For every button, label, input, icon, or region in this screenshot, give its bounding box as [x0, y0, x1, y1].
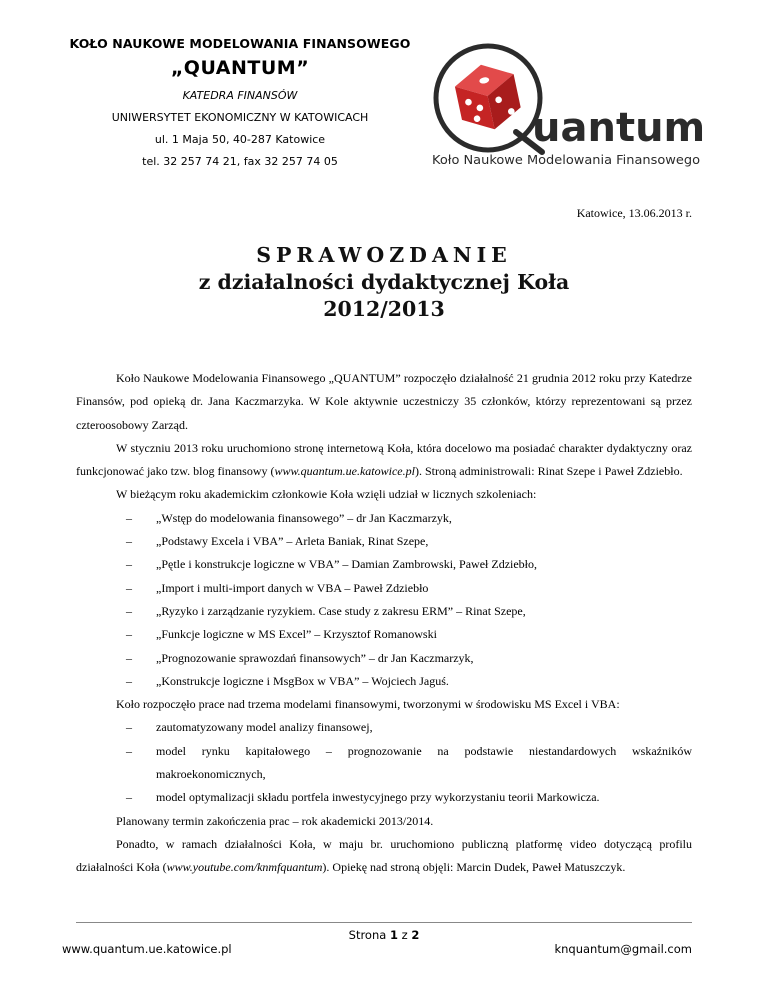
- list-item: – „Funkcje logiczne w MS Excel” – Krzysztof Romanowski: [126, 627, 437, 642]
- paragraph-trainings-intro: W bieżącym roku akademickim członkowie Koła wzięli udział w licznych szkoleniach:: [116, 487, 537, 502]
- report-body: [76, 367, 692, 880]
- paragraph-models-intro: Koło rozpoczęło prace nad trzema modelami finansowymi, tworzonymi w środowisku MS Excel i VBA:: [116, 697, 620, 712]
- title-line-2: z działalności dydaktycznej Koła: [198, 270, 570, 294]
- footer-website[interactable]: www.quantum.ue.katowice.pl: [62, 942, 232, 956]
- list-item: – „Ryzyko i zarządzanie ryzykiem. Case study z zakresu ERM” – Rinat Szepe,: [126, 603, 526, 618]
- website-link[interactable]: www.quantum.ue.katowice.pl: [274, 464, 415, 479]
- list-item: – „Podstawy Excela i VBA” – Arleta Baniak, Rinat Szepe,: [126, 534, 429, 549]
- paragraph-video-platform: Ponadto, w ramach działalności Koła, w maju br. uruchomiono publiczną platformę video dotyczącą profilu działalności Koła (www.youtube.com/knmfquantum). Opiekę nad stroną objęli: Marcin Dudek, Paweł Matuszczyk.: [76, 836, 692, 875]
- address: ul. 1 Maja 50, 40-287 Katowice: [154, 133, 326, 146]
- logo-tagline: Koło Naukowe Modelowania Finansowego: [432, 153, 701, 168]
- list-item: – zautomatyzowany model analizy finansowej,: [126, 720, 373, 735]
- title-line-1: SPRAWOZDANIE: [256, 243, 512, 267]
- date-line: Katowice, 13.06.2013 r.: [576, 206, 692, 220]
- list-item: – „Prognozowanie sprawozdań finansowych” – dr Jan Kaczmarzyk,: [126, 650, 474, 665]
- list-item: – model rynku kapitałowego – prognozowanie na podstawie niestandardowych wskaźników makroekonomicznych,: [126, 743, 692, 782]
- list-item: – „Import i multi-import danych w VBA – Paweł Zdziebło: [126, 580, 429, 595]
- title-line-3: 2012/2013: [323, 297, 445, 321]
- university: UNIWERSYTET EKONOMICZNY W KATOWICACH: [111, 111, 369, 124]
- page-footer: [0, 928, 768, 968]
- list-item: – „Wstęp do modelowania finansowego” – dr Jan Kaczmarzyk,: [126, 510, 452, 525]
- list-item: – model optymalizacji składu portfela inwestycyjnego przy wykorzystaniu teorii Markowicza.: [126, 790, 600, 805]
- department: KATEDRA FINANSÓW: [182, 89, 298, 102]
- youtube-link[interactable]: www.youtube.com/knmfquantum: [166, 860, 323, 875]
- letterhead: [40, 36, 440, 168]
- paragraph-deadline: Planowany termin zakończenia prac – rok akademicki 2013/2014.: [116, 813, 434, 828]
- org-name: „QUANTUM”: [170, 57, 310, 79]
- org-line: KOŁO NAUKOWE MODELOWANIA FINANSOWEGO: [69, 36, 411, 51]
- trainings-list: [76, 507, 692, 693]
- quantum-logo: [420, 40, 710, 170]
- dice-q-logo-icon: [420, 40, 710, 170]
- phone-fax: tel. 32 257 74 21, fax 32 257 74 05: [142, 155, 338, 168]
- list-item: – „Pętle i konstrukcje logiczne w VBA” – Damian Zambrowski, Paweł Zdziebło,: [126, 557, 538, 572]
- footer-email[interactable]: knquantum@gmail.com: [554, 942, 692, 956]
- report-title: [0, 243, 768, 321]
- footer-divider: [76, 922, 692, 923]
- list-item: – „Konstrukcje logiczne i MsgBox w VBA” – Wojciech Jaguś.: [126, 673, 449, 688]
- models-list: [76, 716, 692, 809]
- paragraph-website: W styczniu 2013 roku uruchomiono stronę internetową Koła, która docelowo ma posiadać charakter dydaktyczny oraz funkcjonować jako tzw. blog finansowy (www.quantum.ue.katowice.pl). Stroną administrowali: Rinat Szepe i Paweł Zdziebło.: [76, 440, 692, 479]
- logo-word: uantum: [532, 105, 706, 151]
- page-number: Strona 1 z 2: [348, 928, 420, 942]
- paragraph-founding: Koło Naukowe Modelowania Finansowego „QUANTUM” rozpoczęło działalność 21 grudnia 2012 roku przy Katedrze Finansów, pod opieką dr. Jana Kaczmarzyka. W Kole aktywnie uczestniczy 35 członków, którzy reprezentowani są przez czteroosobowy Zarząd.: [76, 371, 692, 432]
